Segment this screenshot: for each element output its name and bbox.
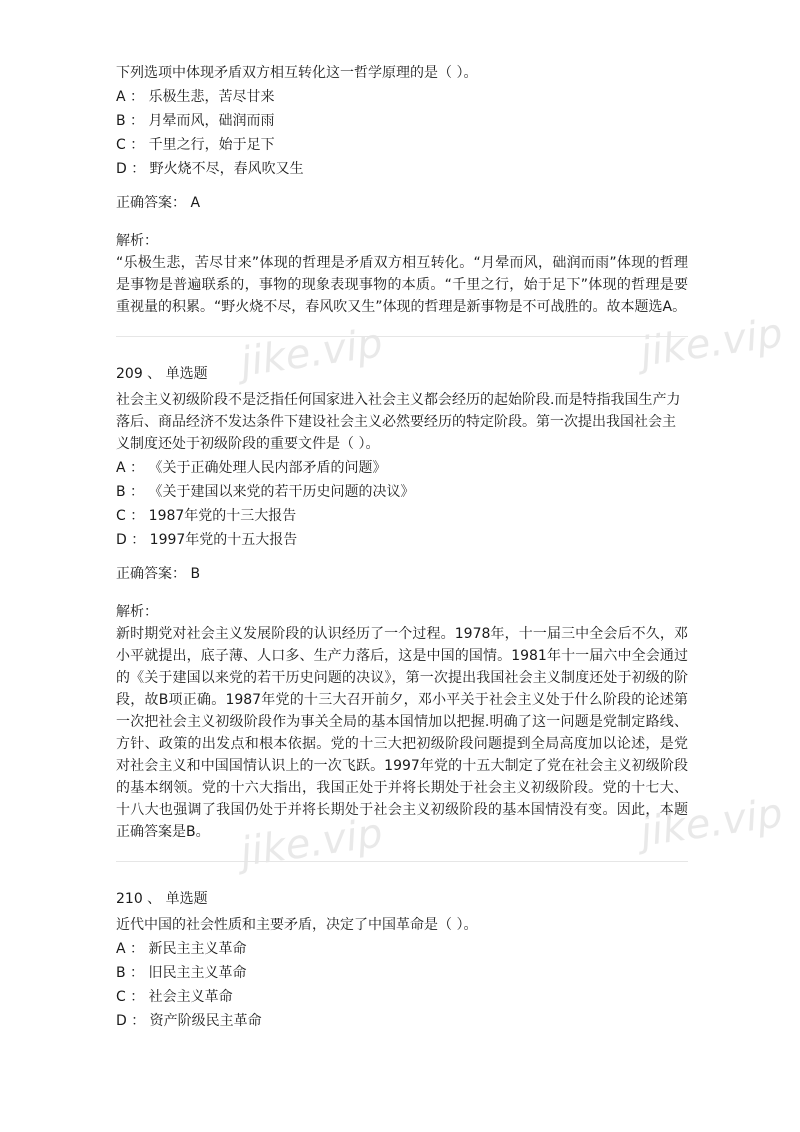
option-c: C ： 千里之行，始于足下 [116,137,275,153]
correct-answer: 正确答案： A [116,195,201,211]
question-page [116,62,688,1032]
divider [116,336,688,337]
analysis-label: 解析： [116,604,158,620]
analysis-label: 解析： [116,233,158,249]
question-stem: 近代中国的社会性质和主要矛盾，决定了中国革命是（ ）。 [116,917,478,933]
watermark-text: jike.vip [637,790,786,856]
question-number: 210 、 单选题 [116,891,208,907]
analysis-text: 新时期党对社会主义发展阶段的认识经历了一个过程。1978年，十一届三中全会后不久，邓小平就提出，底子薄、人口多、生产力落后，这是中国的国情。1981年十一届六中全会通过的《关于建国以来党的若干历史问题的决议》，第一次提出我国社会主义制度还处于初级的阶段，故B项正确。1987年党的十三大召开前夕，邓小平关于社会主义处于什么阶段的论述第一次把社会主义初级阶段作为事关全局的基本国情加以把握.明确了这一问题是党制定路线、方针、政策的出发点和根本依据。党的十三大把初级阶段问题提到全局高度加以论述，是党对社会主义和中国国情认识上的一次飞跃。1997年党的十五大制定了党在社会主义初级阶段的基本纲领。党的十六大指出，我国正处于并将长期处于社会主义初级阶段。党的十七大、十八大也强调了我国仍处于并将长期处于社会主义初级阶段的基本国情没有变。因此，本题正确答案是B。 [116,626,688,840]
option-a: A ： 新民主主义革命 [116,941,247,957]
option-a: A ： 《关于正确处理人民内部矛盾的问题》 [116,460,387,476]
question-210 [116,888,688,1032]
option-d: D ： 1997年党的十五大报告 [116,532,298,548]
divider [116,861,688,862]
correct-answer: 正确答案： B [116,566,201,582]
watermark-text: jike.vip [637,310,786,376]
option-c: C ： 1987年党的十三大报告 [116,508,297,524]
option-b: B ： 旧民主主义革命 [116,965,247,981]
option-b: B ： 月晕而风，础润而雨 [116,113,275,129]
option-d: D ： 野火烧不尽，春风吹又生 [116,161,304,177]
question-209 [116,363,688,862]
watermark-text: jike.vip [237,320,386,386]
option-a: A ： 乐极生悲，苦尽甘来 [116,89,275,105]
question-208 [116,62,688,337]
option-b: B ： 《关于建国以来党的若干历史问题的决议》 [116,484,415,500]
option-c: C ： 社会主义革命 [116,989,233,1005]
question-stem: 社会主义初级阶段不是泛指任何国家进入社会主义都会经历的起始阶段.而是特指我国生产力落后、商品经济不发达条件下建设社会主义必然要经历的特定阶段。第一次提出我国社会主义制度还处于初级阶段的重要文件是（ ）。 [116,392,681,452]
option-d: D ： 资产阶级民主革命 [116,1013,262,1029]
watermark-text: jike.vip [237,810,386,876]
question-number: 209 、 单选题 [116,366,208,382]
question-stem: 下列选项中体现矛盾双方相互转化这一哲学原理的是（ ）。 [116,65,478,81]
analysis-text: “乐极生悲，苦尽甘来”体现的哲理是矛盾双方相互转化。“月晕而风，础润而雨”体现的哲理是事物是普遍联系的，事物的现象表现事物的本质。“千里之行，始于足下”体现的哲理是要重视量的积累。“野火烧不尽，春风吹又生”体现的哲理是新事物是不可战胜的。故本题选A。 [116,255,688,315]
